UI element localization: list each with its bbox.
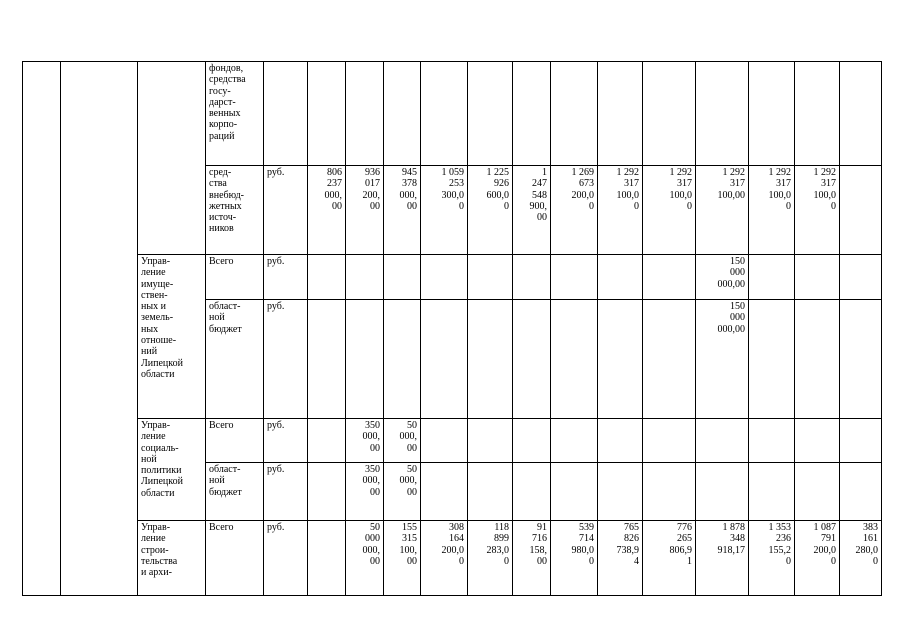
- value-cell: 383 161 280,0 0: [840, 521, 882, 596]
- value-cell: [551, 419, 598, 463]
- value-cell: [749, 300, 795, 419]
- value-cell: [749, 62, 795, 166]
- value-cell: [468, 62, 513, 166]
- value-cell: [384, 300, 421, 419]
- value-cell: 1 087 791 200,0 0: [795, 521, 840, 596]
- value-cell: 945 378 000, 00: [384, 166, 421, 255]
- value-cell: 1 269 673 200,0 0: [551, 166, 598, 255]
- value-cell: [696, 463, 749, 521]
- unit-cell: руб.: [264, 463, 308, 521]
- value-cell: [346, 255, 384, 300]
- org-cell: [138, 62, 206, 255]
- value-cell: 50 000 000, 00: [346, 521, 384, 596]
- value-cell: [308, 419, 346, 463]
- value-cell: [346, 62, 384, 166]
- value-cell: [421, 255, 468, 300]
- funding-source-cell: Всего: [206, 255, 264, 300]
- value-cell: 155 315 100, 00: [384, 521, 421, 596]
- value-cell: 150 000 000,00: [696, 300, 749, 419]
- value-cell: [551, 255, 598, 300]
- value-cell: 118 899 283,0 0: [468, 521, 513, 596]
- value-cell: [840, 255, 882, 300]
- value-cell: [840, 419, 882, 463]
- value-cell: 350 000, 00: [346, 419, 384, 463]
- value-cell: 50 000, 00: [384, 463, 421, 521]
- value-cell: [840, 166, 882, 255]
- funding-source-cell: област- ной бюджет: [206, 300, 264, 419]
- value-cell: [346, 300, 384, 419]
- row-number-cell: [23, 62, 61, 596]
- table-row: [23, 62, 882, 166]
- value-cell: [421, 62, 468, 166]
- value-cell: [598, 255, 643, 300]
- unit-cell: руб.: [264, 521, 308, 596]
- value-cell: [308, 62, 346, 166]
- value-cell: [513, 300, 551, 419]
- value-cell: [551, 62, 598, 166]
- funding-source-cell: фондов, средства госу- дарст- венных корпо- раций: [206, 62, 264, 166]
- org-cell: Управ- ление социаль- ной политики Липецкой области: [138, 419, 206, 521]
- value-cell: [513, 419, 551, 463]
- value-cell: [308, 300, 346, 419]
- value-cell: [749, 463, 795, 521]
- value-cell: [795, 300, 840, 419]
- budget-table: [22, 61, 882, 596]
- measure-cell: [61, 62, 138, 596]
- value-cell: [384, 62, 421, 166]
- value-cell: [598, 62, 643, 166]
- value-cell: 1 059 253 300,0 0: [421, 166, 468, 255]
- value-cell: 765 826 738,9 4: [598, 521, 643, 596]
- value-cell: [696, 62, 749, 166]
- value-cell: [421, 300, 468, 419]
- value-cell: [308, 521, 346, 596]
- value-cell: [795, 62, 840, 166]
- org-cell: Управ- ление строи- тельства и архи-: [138, 521, 206, 596]
- value-cell: [643, 62, 696, 166]
- value-cell: [598, 300, 643, 419]
- value-cell: [468, 463, 513, 521]
- value-cell: [795, 419, 840, 463]
- value-cell: [696, 419, 749, 463]
- value-cell: [795, 463, 840, 521]
- value-cell: 1 878 348 918,17: [696, 521, 749, 596]
- value-cell: [795, 255, 840, 300]
- value-cell: 1 225 926 600,0 0: [468, 166, 513, 255]
- value-cell: 1 292 317 100,0 0: [598, 166, 643, 255]
- value-cell: [643, 255, 696, 300]
- value-cell: 91 716 158, 00: [513, 521, 551, 596]
- value-cell: [643, 419, 696, 463]
- value-cell: [308, 463, 346, 521]
- value-cell: [513, 62, 551, 166]
- value-cell: [840, 300, 882, 419]
- value-cell: [513, 463, 551, 521]
- value-cell: [643, 300, 696, 419]
- value-cell: 1 292 317 100,00: [696, 166, 749, 255]
- funding-source-cell: Всего: [206, 521, 264, 596]
- value-cell: [643, 463, 696, 521]
- value-cell: [421, 463, 468, 521]
- table-row: [23, 255, 882, 300]
- value-cell: 806 237 000, 00: [308, 166, 346, 255]
- value-cell: 539 714 980,0 0: [551, 521, 598, 596]
- unit-cell: руб.: [264, 166, 308, 255]
- unit-cell: руб.: [264, 255, 308, 300]
- value-cell: [551, 300, 598, 419]
- value-cell: 776 265 806,9 1: [643, 521, 696, 596]
- funding-source-cell: Всего: [206, 419, 264, 463]
- value-cell: 150 000 000,00: [696, 255, 749, 300]
- value-cell: 1 292 317 100,0 0: [643, 166, 696, 255]
- unit-cell: [264, 62, 308, 166]
- value-cell: 1 292 317 100,0 0: [795, 166, 840, 255]
- org-cell: Управ- ление имуще- ствен- ных и земель- ных отноше- ний Липецкой области: [138, 255, 206, 419]
- value-cell: [421, 419, 468, 463]
- unit-cell: руб.: [264, 300, 308, 419]
- value-cell: [598, 419, 643, 463]
- value-cell: 1 292 317 100,0 0: [749, 166, 795, 255]
- value-cell: [598, 463, 643, 521]
- value-cell: [840, 62, 882, 166]
- value-cell: 50 000, 00: [384, 419, 421, 463]
- value-cell: [840, 463, 882, 521]
- value-cell: [308, 255, 346, 300]
- value-cell: 1 353 236 155,2 0: [749, 521, 795, 596]
- value-cell: [468, 419, 513, 463]
- value-cell: [551, 463, 598, 521]
- table-row: [23, 521, 882, 596]
- value-cell: 308 164 200,0 0: [421, 521, 468, 596]
- value-cell: [749, 255, 795, 300]
- value-cell: [468, 255, 513, 300]
- value-cell: [513, 255, 551, 300]
- value-cell: 936 017 200, 00: [346, 166, 384, 255]
- value-cell: 350 000, 00: [346, 463, 384, 521]
- value-cell: 1 247 548 900, 00: [513, 166, 551, 255]
- value-cell: [384, 255, 421, 300]
- value-cell: [749, 419, 795, 463]
- value-cell: [468, 300, 513, 419]
- funding-source-cell: област- ной бюджет: [206, 463, 264, 521]
- funding-source-cell: сред- ства внебюд- жетных источ- ников: [206, 166, 264, 255]
- unit-cell: руб.: [264, 419, 308, 463]
- table-row: [23, 419, 882, 463]
